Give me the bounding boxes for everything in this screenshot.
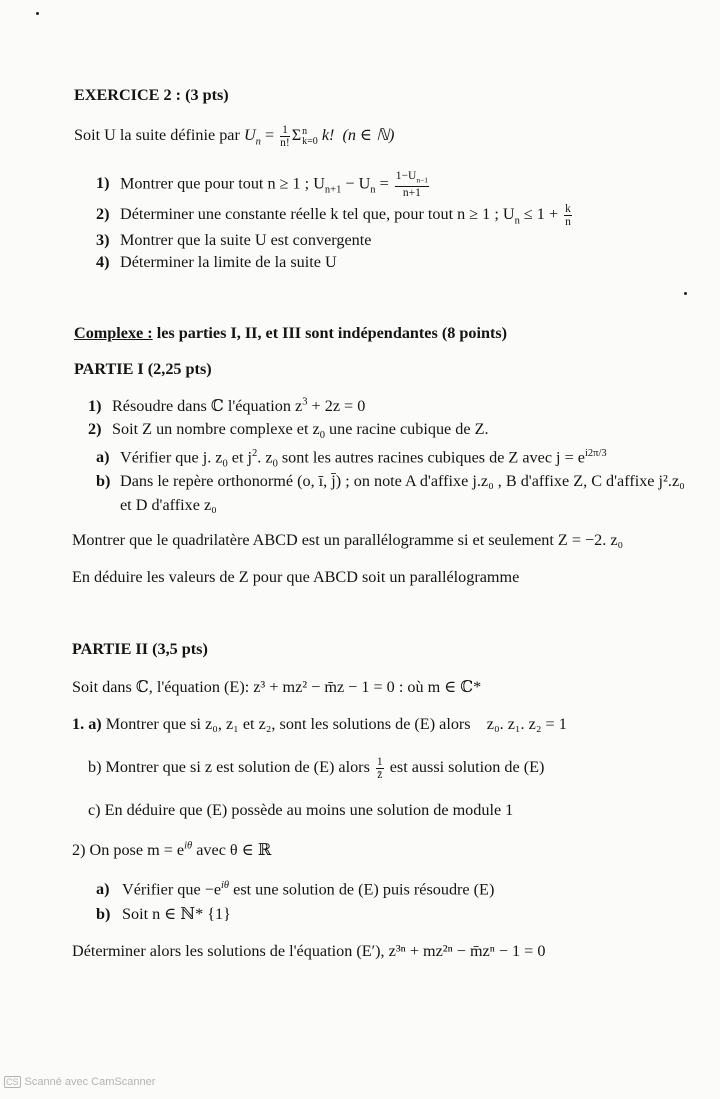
partie1-qa: a) Vérifier que j. $z_0$ et $j^2$. $z_0$ sont les autres racines cubiques de Z avec $j = e^{i2\pi/3}$ [96, 448, 607, 470]
partie2-q2: 2) On pose $m = e^{i\theta}$ avec θ ∈ ℝ [72, 840, 272, 859]
exercise2-q4: 4) Déterminer la limite de la suite U [96, 253, 337, 271]
camscanner-logo: CS [6, 1077, 19, 1087]
partie2-q1c: c) En déduire que (E) possède au moins une solution de module 1 [88, 801, 514, 819]
exercise2-q1: 1) Montrer que pour tout n ≥ 1 ; $U_{n+1} - U_n$ = $\frac{1-U_{n-1}}{n+1}$ [96, 170, 429, 200]
partie2-intro: Soit dans ℂ, l'équation (E): z³ + mz² − m̄z − 1 = 0 : où m ∈ ℂ* [72, 678, 482, 696]
partie2-q2b: b) Soit n ∈ ℕ* {1} [96, 905, 231, 923]
exercise2-q3: 3) Montrer que la suite U est convergente [96, 231, 372, 249]
exercise2-q2: 2) Déterminer une constante réelle k tel que, pour tout n ≥ 1 ; $U_n \le 1$ + $\frac{k}{n}$ [96, 203, 571, 228]
exercise2-intro: Soit U la suite définie par $U_n$ = $\frac{1}{n!}$ Σn k=0 k! (n ∈ ℕ) [74, 124, 395, 149]
partie1-q2: 2) Soit Z un nombre complexe et $z_0$ une racine cubique de Z. [88, 420, 489, 442]
exercise2-title: EXERCICE 2 : (3 pts) [74, 86, 229, 104]
complexe-title: Complexe : les parties I, II, et III sont indépendantes (8 points) [74, 324, 508, 342]
scan-speck [684, 292, 687, 295]
partie1-paragraph-2: En déduire les valeurs de Z pour que ABCD soit un parallélogramme [72, 568, 520, 586]
partie2-q1a: 1. a) Montrer que si z₀, z₁ et z₂, sont les solutions de (E) alors z₀. z₁. z₂ = 1 [72, 715, 567, 733]
partie1-title: PARTIE I (2,25 pts) [74, 360, 212, 378]
scanner-text: Scanné avec CamScanner [24, 1076, 156, 1088]
partie2-q2a: a) Vérifier que $-e^{i\theta}$ est une solution de (E) puis résoudre (E) [96, 880, 495, 899]
scan-speck [36, 12, 39, 15]
partie1-paragraph-1: Montrer que le quadrilatère ABCD est un parallélogramme si et seulement Z = −2. z₀ [72, 531, 624, 549]
partie1-qb: b) Dans le repère orthonormé (o, ī, j̄) ; on note A d'affixe j.z₀ , B d'affixe Z, C d'affixe j².z₀ [96, 472, 685, 490]
partie1-qb-line2: et D d'affixe z₀ [120, 496, 217, 514]
partie2-q1b: b) Montrer que si z est solution de (E) alors $\frac{1}{z̄}$ est aussi solution de (E) [88, 756, 545, 781]
partie2-title: PARTIE II (3,5 pts) [72, 640, 208, 658]
partie2-final: Déterminer alors les solutions de l'équation (E′), z³ⁿ + mz²ⁿ − m̄zⁿ − 1 = 0 [72, 942, 546, 960]
partie1-q1: 1) Résoudre dans ℂ l'équation $z^3 + 2z = 0$ [88, 396, 366, 415]
scanner-watermark [4, 1076, 155, 1088]
